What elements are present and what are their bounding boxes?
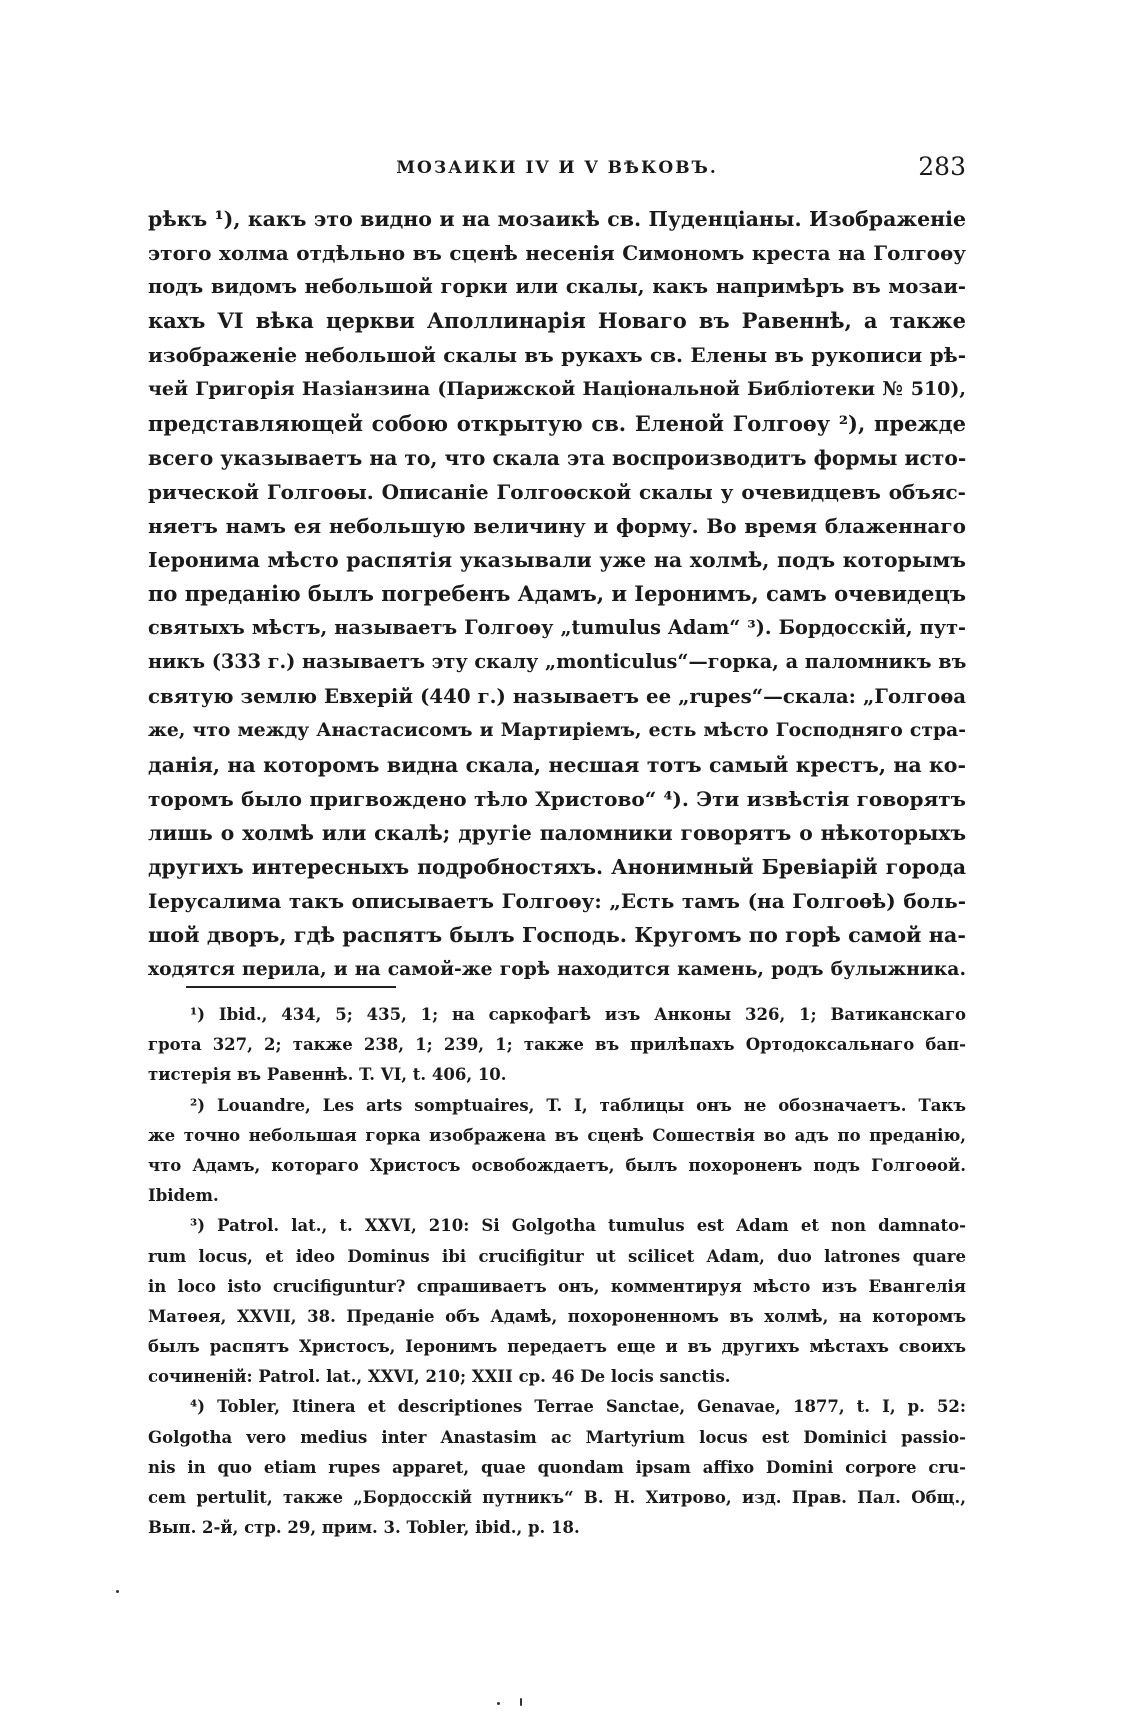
text-line: подъ видомъ небольшой горки или скалы, какъ напримѣръ въ мозаи- (148, 275, 966, 299)
footnote-line: cem pertulit, также „Бордосскій путникъ“ В. Н. Хитрово, изд. Прав. Пал. Общ., (148, 1488, 966, 1507)
text-line: рической Голгоѳы. Описаніе Голгоѳской скалы у очевидцевъ объяс- (148, 479, 966, 504)
text-line: по преданію былъ погребенъ Адамъ, и Іеронимъ, самъ очевидецъ (148, 581, 966, 607)
scan-speck (116, 1590, 119, 1593)
footnote-line: тистерія въ Равеннѣ. T. VI, t. 406, 10. (148, 1065, 507, 1085)
text-line: шой дворъ, гдѣ распятъ былъ Господь. Кругомъ по горѣ самой на- (148, 922, 966, 947)
text-line: торомъ было пригвождено тѣло Христово“ ⁴). Эти извѣстія говорятъ (148, 786, 966, 811)
text-line: всего указываетъ на то, что скала эта воспроизводитъ формы исто- (148, 445, 967, 470)
footnote-line: in loco isto crucifiguntur? спрашиваетъ онъ, комментируя мѣсто изъ Евангелія (148, 1276, 966, 1296)
text-line: представляющей собою открытую св. Еленой Голгоѳу ²), прежде (148, 410, 966, 436)
running-title: МОЗАИКИ IV И V ВѢКОВЪ. (396, 158, 718, 178)
text-line: кахъ VI вѣка церкви Аполлинарія Новаго въ Равеннѣ, а также (148, 308, 966, 334)
text-line: няетъ намъ ея небольшую величину и форму. Во время блаженнаго (148, 513, 966, 538)
footnote-line: Вып. 2-й, стр. 29, прим. 3. Tobler, ibid., p. 18. (148, 1518, 580, 1538)
footnote-line: Матѳея, XXVII, 38. Преданіе объ Адамѣ, похороненномъ въ холмѣ, на которомъ (148, 1306, 966, 1326)
footnote-divider (186, 986, 396, 988)
main-text (148, 202, 966, 986)
footnote-line: грота 327, 2; также 238, 1; 239, 1; также въ прилѣпахъ Ортодоксальнаго бап- (148, 1035, 966, 1055)
text-line: Іерусалима такъ описываетъ Голгоѳу: „Есть тамъ (на Голгоѳѣ) боль- (148, 888, 966, 913)
text-line: святыхъ мѣстъ, называетъ Голгоѳу „tumulus Adam“ ³). Бордосскій, пут- (148, 616, 966, 640)
footnote-line: nis in quo etiam rupes apparet, quae quondam ipsam affixo Domini corpore cru- (148, 1457, 966, 1477)
text-line: же, что между Анастасисомъ и Мартиріемъ, есть мѣсто Господняго стра- (148, 719, 966, 742)
footnote-line: ⁴) Tobler, Itinera et descriptiones Terrae Sanctae, Genavae, 1877, t. I, p. 52: (190, 1397, 966, 1417)
footnotes (148, 1000, 966, 1543)
text-line: рѣкъ ¹), какъ это видно и на мозаикѣ св. Пуденціаны. Изображеніе (148, 207, 966, 231)
footnote-line: былъ распятъ Христосъ, Іеронимъ передаетъ еще и въ другихъ мѣстахъ своихъ (148, 1337, 966, 1357)
footnote-line: ¹) Ibid., 434, 5; 435, 1; на саркофагѣ изъ Анконы 326, 1; Ватиканскаго (190, 1005, 966, 1024)
text-line: ходятся перила, и на самой-же горѣ находится камень, родъ булыжника. (148, 958, 966, 981)
text-line: этого холма отдѣльно въ сценѣ несенія Симономъ креста на Голгоѳу (148, 241, 966, 266)
footnote-line: сочиненій: Patrol. lat., XXVI, 210; XXII ср. 46 De locis sanctis. (148, 1367, 731, 1387)
page-number: 283 (918, 152, 966, 181)
footnote-line: rum locus, et ideo Dominus ibi crucifigitur ut scilicet Adam, duo latrones quare (148, 1246, 966, 1266)
text-line: лишь о холмѣ или скалѣ; другіе паломники говорятъ о нѣкоторыхъ (148, 820, 966, 845)
footnote-line: же точно небольшая горка изображена въ сценѣ Сошествія во адъ по преданію, (148, 1125, 966, 1145)
scan-speck (497, 1702, 500, 1705)
footnote-line: Golgotha vero medius inter Anastasim ac Martyrium locus est Dominici passio- (148, 1427, 966, 1447)
text-line: другихъ интересныхъ подробностяхъ. Анонимный Бревіарій города (148, 854, 966, 879)
text-line: Іеронима мѣсто распятія указывали уже на холмѣ, подъ которымъ (148, 547, 966, 572)
text-line: святую землю Евхерій (440 г.) называетъ ее „rupes“—скала: „Голгоѳа (148, 684, 966, 709)
footnote-line: ²) Louandre, Les arts somptuaires, T. I, таблицы онъ не обозначаетъ. Такъ (190, 1095, 966, 1115)
footnote-line: Ibidem. (148, 1186, 219, 1206)
text-line: чей Григорія Назіанзина (Парижской Національной Библіотеки № 510), (148, 378, 966, 401)
text-line: изображеніе небольшой скалы въ рукахъ св. Елены въ рукописи рѣ- (148, 343, 966, 368)
scan-speck (520, 1698, 522, 1706)
running-head (148, 150, 966, 190)
text-line: данія, на которомъ видна скала, несшая тотъ самый крестъ, на ко- (148, 752, 966, 777)
footnote-line: ³) Patrol. lat., t. XXVI, 210: Si Golgotha tumulus est Adam et non damnato- (190, 1216, 966, 1236)
text-line: никъ (333 г.) называетъ эту скалу „monticulus“—горка, а паломникъ въ (148, 650, 967, 674)
footnote-line: что Адамъ, котораго Христосъ освобождаетъ, былъ похороненъ подъ Голгоѳой. (148, 1155, 966, 1175)
